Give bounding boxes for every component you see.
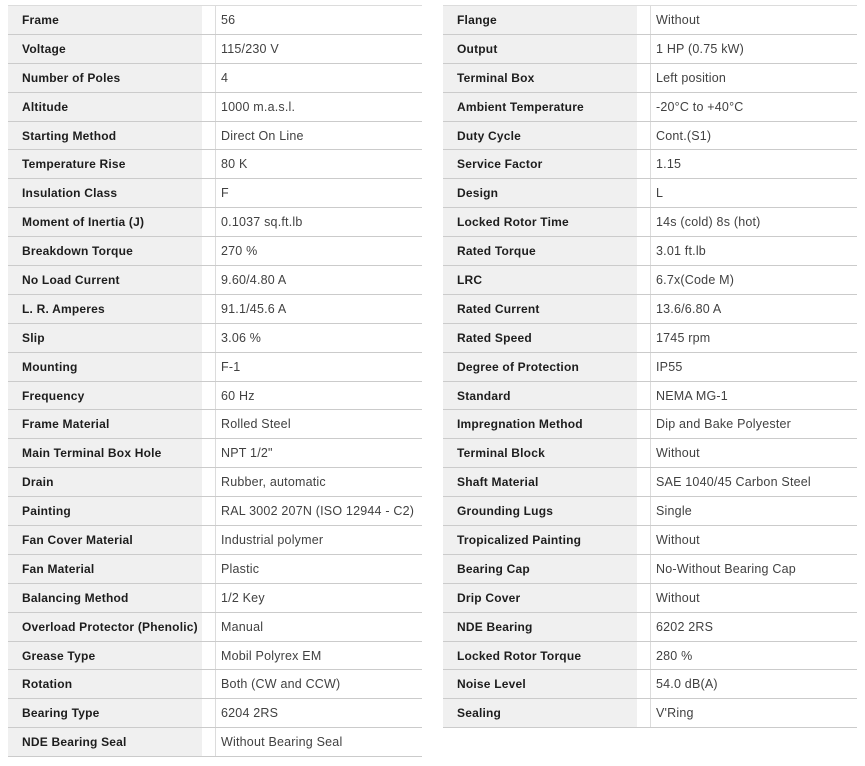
spec-value: SAE 1040/45 Carbon Steel [650, 468, 857, 496]
spec-label: Duty Cycle [443, 122, 637, 150]
table-row [443, 266, 857, 295]
spec-value: Single [650, 497, 857, 525]
spec-value: 6.7x(Code M) [650, 266, 857, 294]
table-row [8, 497, 422, 526]
spec-value: 4 [215, 64, 422, 92]
spec-value: 280 % [650, 642, 857, 670]
table-row [443, 382, 857, 411]
spec-value: 270 % [215, 237, 422, 265]
spec-table-left [8, 5, 422, 757]
table-row [443, 93, 857, 122]
table-row [8, 179, 422, 208]
table-row [8, 584, 422, 613]
spec-value: Direct On Line [215, 122, 422, 150]
spec-label: Frame Material [8, 410, 202, 438]
spec-value: Without [650, 6, 857, 34]
spec-value: 3.06 % [215, 324, 422, 352]
spec-label: Grounding Lugs [443, 497, 637, 525]
spec-value: 14s (cold) 8s (hot) [650, 208, 857, 236]
table-row [8, 613, 422, 642]
spec-value: Without [650, 526, 857, 554]
spec-value: V'Ring [650, 699, 857, 727]
table-row [443, 208, 857, 237]
spec-value: Left position [650, 64, 857, 92]
spec-label: Balancing Method [8, 584, 202, 612]
spec-label: Rotation [8, 670, 202, 698]
table-row [443, 150, 857, 179]
spec-value: 1000 m.a.s.l. [215, 93, 422, 121]
spec-label: Drip Cover [443, 584, 637, 612]
spec-value: 80 K [215, 150, 422, 178]
spec-label: Mounting [8, 353, 202, 381]
table-row [443, 324, 857, 353]
spec-label: Rated Current [443, 295, 637, 323]
spec-value: Cont.(S1) [650, 122, 857, 150]
spec-label: Insulation Class [8, 179, 202, 207]
table-row [8, 122, 422, 151]
table-row [443, 670, 857, 699]
spec-label: Rated Speed [443, 324, 637, 352]
spec-value: Without [650, 584, 857, 612]
spec-value: 9.60/4.80 A [215, 266, 422, 294]
table-row [8, 64, 422, 93]
spec-label: Number of Poles [8, 64, 202, 92]
spec-label: L. R. Amperes [8, 295, 202, 323]
table-row [443, 353, 857, 382]
table-row [8, 266, 422, 295]
spec-label: Grease Type [8, 642, 202, 670]
spec-value: 115/230 V [215, 35, 422, 63]
table-row [443, 179, 857, 208]
table-row [8, 439, 422, 468]
spec-label: Main Terminal Box Hole [8, 439, 202, 467]
table-row [443, 410, 857, 439]
table-row [443, 613, 857, 642]
spec-value: 1.15 [650, 150, 857, 178]
spec-value: Mobil Polyrex EM [215, 642, 422, 670]
table-row [443, 439, 857, 468]
spec-value: Plastic [215, 555, 422, 583]
spec-label: Terminal Block [443, 439, 637, 467]
spec-label: Flange [443, 6, 637, 34]
table-row [8, 6, 422, 35]
spec-value: -20°C to +40°C [650, 93, 857, 121]
spec-label: Frame [8, 6, 202, 34]
spec-label: Altitude [8, 93, 202, 121]
spec-value: 56 [215, 6, 422, 34]
spec-value: No-Without Bearing Cap [650, 555, 857, 583]
spec-table-right [443, 5, 857, 728]
table-row [8, 35, 422, 64]
table-row [443, 64, 857, 93]
table-row [8, 382, 422, 411]
table-row [8, 468, 422, 497]
table-row [8, 295, 422, 324]
spec-value: 3.01 ft.lb [650, 237, 857, 265]
spec-label: Moment of Inertia (J) [8, 208, 202, 236]
spec-value: 0.1037 sq.ft.lb [215, 208, 422, 236]
spec-label: Locked Rotor Time [443, 208, 637, 236]
table-row [8, 324, 422, 353]
spec-label: Fan Cover Material [8, 526, 202, 554]
table-row [8, 93, 422, 122]
spec-value: 60 Hz [215, 382, 422, 410]
table-row [443, 122, 857, 151]
table-row [8, 150, 422, 179]
spec-label: Bearing Cap [443, 555, 637, 583]
spec-label: Standard [443, 382, 637, 410]
table-row [8, 555, 422, 584]
spec-label: NDE Bearing [443, 613, 637, 641]
spec-value: NPT 1/2" [215, 439, 422, 467]
table-row [8, 237, 422, 266]
table-row [443, 526, 857, 555]
spec-label: Locked Rotor Torque [443, 642, 637, 670]
spec-value: Without Bearing Seal [215, 728, 422, 756]
spec-value: 1745 rpm [650, 324, 857, 352]
table-row [8, 728, 422, 757]
spec-value: RAL 3002 207N (ISO 12944 - C2) [215, 497, 422, 525]
table-row [8, 208, 422, 237]
spec-value: 6202 2RS [650, 613, 857, 641]
spec-value: 6204 2RS [215, 699, 422, 727]
table-row [8, 410, 422, 439]
spec-value: 54.0 dB(A) [650, 670, 857, 698]
table-row [8, 526, 422, 555]
table-row [443, 642, 857, 671]
spec-value: Dip and Bake Polyester [650, 410, 857, 438]
table-row [443, 35, 857, 64]
spec-value: IP55 [650, 353, 857, 381]
table-row [443, 497, 857, 526]
spec-value: L [650, 179, 857, 207]
spec-label: Fan Material [8, 555, 202, 583]
spec-value: Rolled Steel [215, 410, 422, 438]
spec-label: LRC [443, 266, 637, 294]
spec-value: Rubber, automatic [215, 468, 422, 496]
table-row [443, 295, 857, 324]
table-row [8, 670, 422, 699]
spec-label: Impregnation Method [443, 410, 637, 438]
spec-value: Industrial polymer [215, 526, 422, 554]
table-row [443, 237, 857, 266]
spec-label: Tropicalized Painting [443, 526, 637, 554]
spec-label: Starting Method [8, 122, 202, 150]
spec-label: NDE Bearing Seal [8, 728, 202, 756]
table-row [8, 642, 422, 671]
table-row [8, 353, 422, 382]
spec-label: Drain [8, 468, 202, 496]
spec-value: 91.1/45.6 A [215, 295, 422, 323]
spec-label: Terminal Box [443, 64, 637, 92]
spec-label: Shaft Material [443, 468, 637, 496]
spec-label: Service Factor [443, 150, 637, 178]
spec-label: Noise Level [443, 670, 637, 698]
table-row [443, 584, 857, 613]
spec-label: Rated Torque [443, 237, 637, 265]
spec-label: Painting [8, 497, 202, 525]
table-row [443, 555, 857, 584]
spec-label: Bearing Type [8, 699, 202, 727]
spec-label: No Load Current [8, 266, 202, 294]
spec-value: 13.6/6.80 A [650, 295, 857, 323]
spec-value: F-1 [215, 353, 422, 381]
table-row [8, 699, 422, 728]
spec-label: Temperature Rise [8, 150, 202, 178]
spec-value: NEMA MG-1 [650, 382, 857, 410]
spec-label: Sealing [443, 699, 637, 727]
table-row [443, 699, 857, 728]
spec-value: 1 HP (0.75 kW) [650, 35, 857, 63]
table-row [443, 468, 857, 497]
spec-value: Manual [215, 613, 422, 641]
spec-value: Without [650, 439, 857, 467]
spec-label: Slip [8, 324, 202, 352]
spec-value: F [215, 179, 422, 207]
spec-label: Degree of Protection [443, 353, 637, 381]
spec-label: Breakdown Torque [8, 237, 202, 265]
spec-label: Overload Protector (Phenolic) [8, 613, 202, 641]
spec-label: Voltage [8, 35, 202, 63]
spec-label: Output [443, 35, 637, 63]
spec-value: 1/2 Key [215, 584, 422, 612]
spec-label: Frequency [8, 382, 202, 410]
spec-value: Both (CW and CCW) [215, 670, 422, 698]
spec-label: Ambient Temperature [443, 93, 637, 121]
spec-label: Design [443, 179, 637, 207]
table-row [443, 6, 857, 35]
